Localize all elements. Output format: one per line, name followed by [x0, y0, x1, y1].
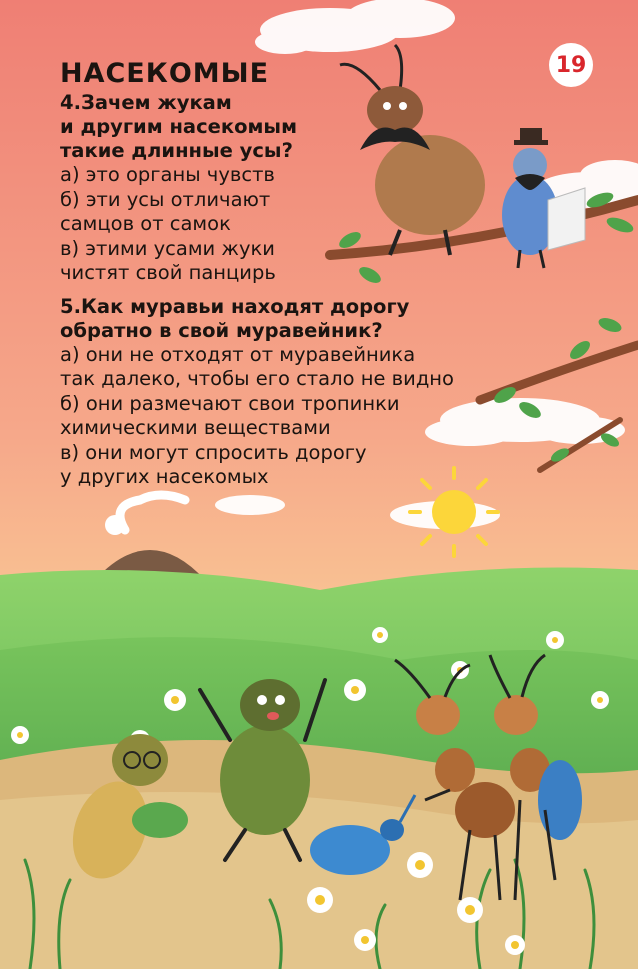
answer-5-line-4: химическими веществами [60, 416, 331, 439]
answer-5-line-3: б) они размечают свои тропинки [60, 391, 400, 415]
answer-4-line-2: б) эти усы отличают [60, 187, 271, 211]
question-4-line-1: 4.Зачем жукам [60, 91, 232, 114]
question-5-line-1: 5.Как муравьи находят дорогу [60, 294, 410, 318]
question-5 [60, 295, 530, 490]
question-4 [60, 91, 530, 286]
answer-4-line-4: в) этими усами жуки [60, 236, 275, 260]
question-4-line-3: такие длинные усы? [60, 139, 293, 162]
answer-4-line-1: а) это органы чувств [60, 163, 275, 186]
answer-4-line-5: чистят свой панцирь [60, 261, 276, 284]
answer-5-line-1: а) они не отходят от муравейника [60, 342, 416, 366]
section-title: НАСЕКОМЫЕ [60, 58, 270, 89]
question-4-line-2: и другим насекомым [60, 115, 298, 138]
answer-5-line-6: у других насекомых [60, 465, 269, 488]
question-5-line-2: обратно в свой муравейник? [60, 318, 383, 342]
answer-5-line-5: в) они могут спросить дорогу [60, 440, 367, 464]
answer-5-line-2: так далеко, чтобы его стало не видно [60, 367, 454, 390]
answer-4-line-3: самцов от самок [60, 212, 231, 235]
quiz-text [60, 58, 530, 490]
page-number: 19 [549, 43, 593, 87]
